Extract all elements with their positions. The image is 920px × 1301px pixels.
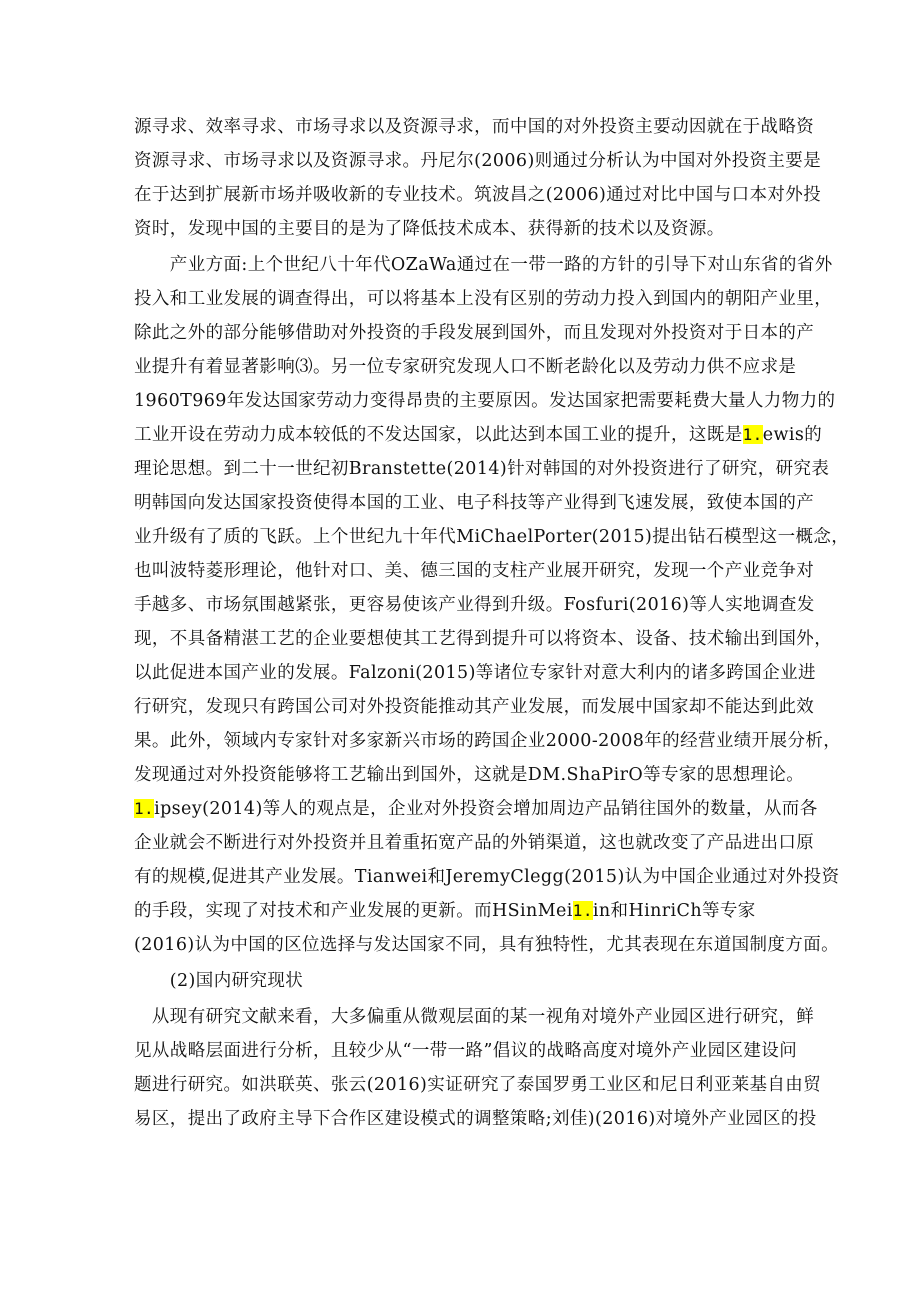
highlighted-text: 1.: [742, 425, 763, 444]
text-line: 见从战略层面进行分析，且较少从“一带一路”倡议的战略高度对境外产业园区建设问: [134, 1041, 798, 1061]
highlighted-text: 1.: [134, 799, 155, 818]
text-line: 1960T969年发达国家劳动力变得昂贵的主要原因。发达国家把需要耗费大量人力物力的: [134, 391, 836, 411]
text-line: 手越多、市场氛围越紧张，更容易使该产业得到升级。Fosfuri(2016)等人实地调查发: [134, 595, 815, 615]
text-line: 易区，提出了政府主导下合作区建设模式的调整策略;刘佳)(2016)对境外产业园区的投: [134, 1109, 817, 1129]
text-line: [134, 899, 794, 923]
text-line: 有的规模,促进其产业发展。Tianwei和JeremyClegg(2015)认为中国企业通过对外投资: [134, 867, 840, 887]
text-line: 在于达到扩展新市场并吸收新的专业技术。筑波昌之(2006)通过对比中国与口本对外投: [134, 185, 822, 205]
text-line: 现，不具备精湛工艺的企业要想使其工艺得到提升可以将资本、设备、技术输出到国外，: [134, 629, 833, 649]
highlighted-text: 1.: [572, 901, 593, 920]
section-heading: (2)国内研究现状: [134, 971, 304, 991]
text-line: 从现有研究文献来看，大多偏重从微观层面的某一视角对境外产业园区进行研究，鲜: [134, 1007, 815, 1027]
text-line: 源寻求、效率寻求、市场寻求以及资源寻求，而中国的对外投资主要动因就在于战略资: [134, 117, 815, 137]
text-line: 投入和工业发展的调查得出，可以将基本上没有区别的劳动力投入到国内的朝阳产业里，: [134, 289, 833, 309]
text-segment: in和HinriCh等专家: [592, 901, 756, 921]
text-line: 业提升有着显著影响⑶。另一位专家研究发现人口不断老龄化以及劳动力供不应求是: [134, 357, 797, 377]
text-line: 以此促进本国产业的发展。Falzoni(2015)等诸位专家针对意大利内的诸多跨国企业进: [134, 663, 816, 683]
text-line: 理论思想。到二十一世纪初Branstette(2014)针对韩国的对外投资进行了研究，研究表: [134, 459, 830, 479]
text-line: 除此之外的部分能够借助对外投资的手段发展到国外，而且发现对外投资对于日本的产: [134, 323, 815, 343]
text-segment: ewis的: [762, 425, 823, 445]
text-line: 果。此外，领域内专家针对多家新兴市场的跨国企业2000-2008年的经营业绩开展分析，: [134, 731, 842, 751]
text-line: 行研究，发现只有跨国公司对外投资能推动其产业发展，而发展中国家却不能达到此效: [134, 697, 815, 717]
text-line: [134, 797, 818, 821]
text-line: (2016)认为中国的区位选择与发达国家不同，具有独特性，尤其表现在东道国制度方面。: [134, 935, 839, 955]
text-line: 业升级有了质的飞跃。上个世纪九十年代MiChaelPorter(2015)提出钻石模型这一概念，: [134, 527, 850, 547]
text-line: [134, 423, 823, 447]
text-line: 题进行研究。如洪联英、张云(2016)实证研究了泰国罗勇工业区和尼日利亚莱基自由贸: [134, 1075, 822, 1095]
text-segment: 的手段，实现了对技术和产业发展的更新。而HSinMei: [134, 901, 573, 921]
text-line: 资时，发现中国的主要目的是为了降低技术成本、获得新的技术以及资源。: [134, 219, 725, 239]
text-segment: 工业开设在劳动力成本较低的不发达国家，以此达到本国工业的提升，这既是: [134, 425, 743, 445]
text-line: 明韩国向发达国家投资使得本国的工业、电子科技等产业得到飞速发展，致使本国的产: [134, 493, 815, 513]
text-line: 资源寻求、市场寻求以及资源寻求。丹尼尔(2006)则通过分析认为中国对外投资主要是: [134, 151, 822, 171]
text-line: 企业就会不断进行对外投资并且着重拓宽产品的外销渠道，这也就改变了产品进出口原: [134, 833, 815, 853]
text-line: 发现通过对外投资能够将工艺输出到国外，这就是DM.ShaPirO等专家的思想理论。: [134, 765, 805, 785]
text-line: 也叫波特菱形理论，他针对口、美、德三国的支柱产业展开研究，发现一个产业竞争对: [134, 561, 815, 581]
text-line: 产业方面:上个世纪八十年代OZaWa通过在一带一路的方针的引导下对山东省的省外: [134, 255, 833, 275]
text-segment: ipsey(2014)等人的观点是，企业对外投资会增加周边产品销往国外的数量，从而各: [154, 799, 818, 819]
